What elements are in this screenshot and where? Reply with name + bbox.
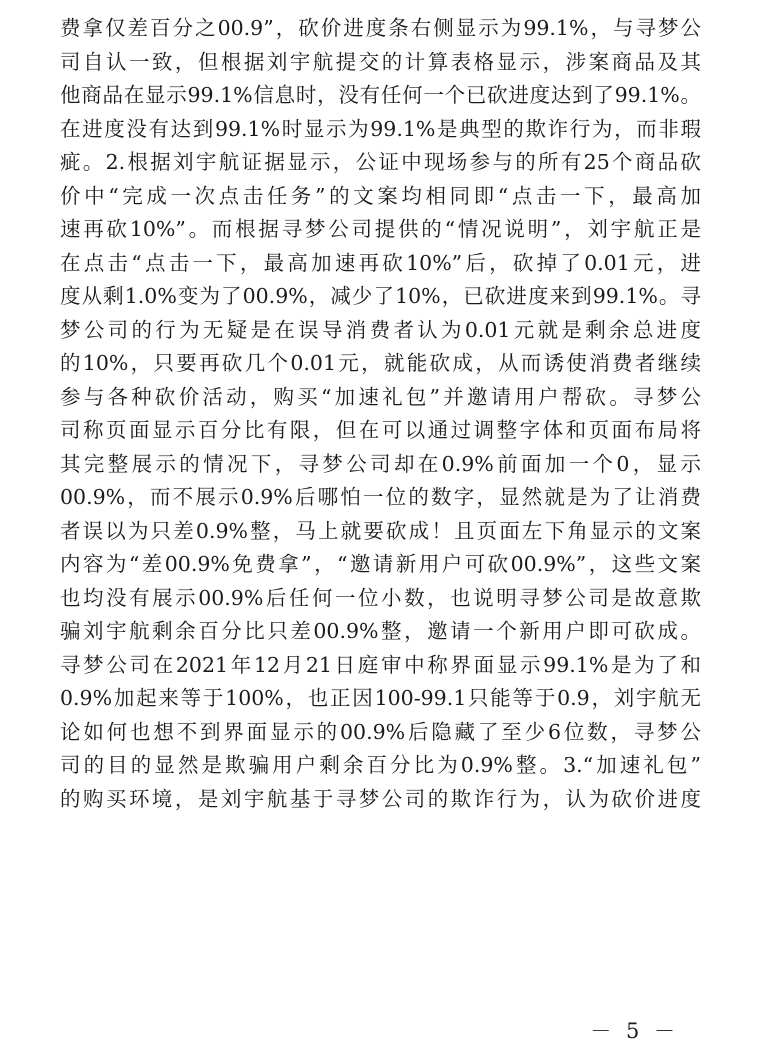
text-line: 价中“完成一次点击任务”的文案均相同即“点击一下，最高加: [60, 183, 701, 208]
text-line: 司自认一致，但根据刘宇航提交的计算表格显示，涉案商品及其: [60, 49, 701, 74]
text-line: 其完整展示的情况下，寻梦公司却在0.9%前面加一个0，显示: [60, 451, 701, 476]
text-line: 的购买环境，是刘宇航基于寻梦公司的欺诈行为，认为砍价进度: [60, 786, 701, 811]
text-line: 疵。2.根据刘宇航证据显示，公证中现场参与的所有25个商品砍: [60, 150, 701, 174]
text-line: 参与各种砍价活动，购买“加速礼包”并邀请用户帮砍。寻梦公: [60, 384, 701, 409]
body-text: [60, 12, 701, 816]
text-line: 寻梦公司在2021年12月21日庭审中称界面显示99.1%是为了和: [60, 652, 701, 677]
page-number: － 5 －: [590, 1019, 679, 1043]
text-line: 费拿仅差百分之00.9”，砍价进度条右侧显示为99.1%，与寻梦公: [60, 16, 701, 40]
text-line: 司称页面显示百分比有限，但在可以通过调整字体和页面布局将: [60, 418, 701, 442]
text-line: 度从剩1.0%变为了00.9%，减少了10%，已砍进度来到99.1%。寻: [60, 284, 701, 308]
text-line: 在点击“点击一下，最高加速再砍10%”后，砍掉了0.01元，进: [60, 250, 701, 275]
text-line: 速再砍10%”。而根据寻梦公司提供的“情况说明”，刘宇航正是: [60, 217, 701, 241]
text-line: 也均没有展示00.9%后任何一位小数，也说明寻梦公司是故意欺: [60, 585, 701, 610]
text-line: 司的目的显然是欺骗用户剩余百分比为0.9%整。3.“加速礼包”: [60, 753, 701, 777]
text-line: 骗刘宇航剩余百分比只差00.9%整，邀请一个新用户即可砍成。: [60, 619, 701, 643]
text-line: 者误以为只差0.9%整，马上就要砍成！且页面左下角显示的文案: [60, 518, 701, 543]
text-line: 的10%，只要再砍几个0.01元，就能砍成，从而诱使消费者继续: [60, 351, 701, 375]
text-line: 梦公司的行为无疑是在误导消费者认为0.01元就是剩余总进度: [60, 317, 701, 342]
text-line: 内容为“差00.9%免费拿”，“邀请新用户可砍00.9%”，这些文案: [60, 552, 701, 576]
text-line: 0.9%加起来等于100%，也正因100-99.1只能等于0.9，刘宇航无: [60, 686, 701, 710]
text-line: 00.9%，而不展示0.9%后哪怕一位的数字，显然就是为了让消费: [60, 485, 701, 509]
text-line: 论如何也想不到界面显示的00.9%后隐藏了至少6位数，寻梦公: [60, 719, 701, 744]
text-line: 他商品在显示99.1%信息时，没有任何一个已砍进度达到了99.1%。: [60, 83, 701, 107]
text-line: 在进度没有达到99.1%时显示为99.1%是典型的欺诈行为，而非瑕: [60, 116, 701, 141]
